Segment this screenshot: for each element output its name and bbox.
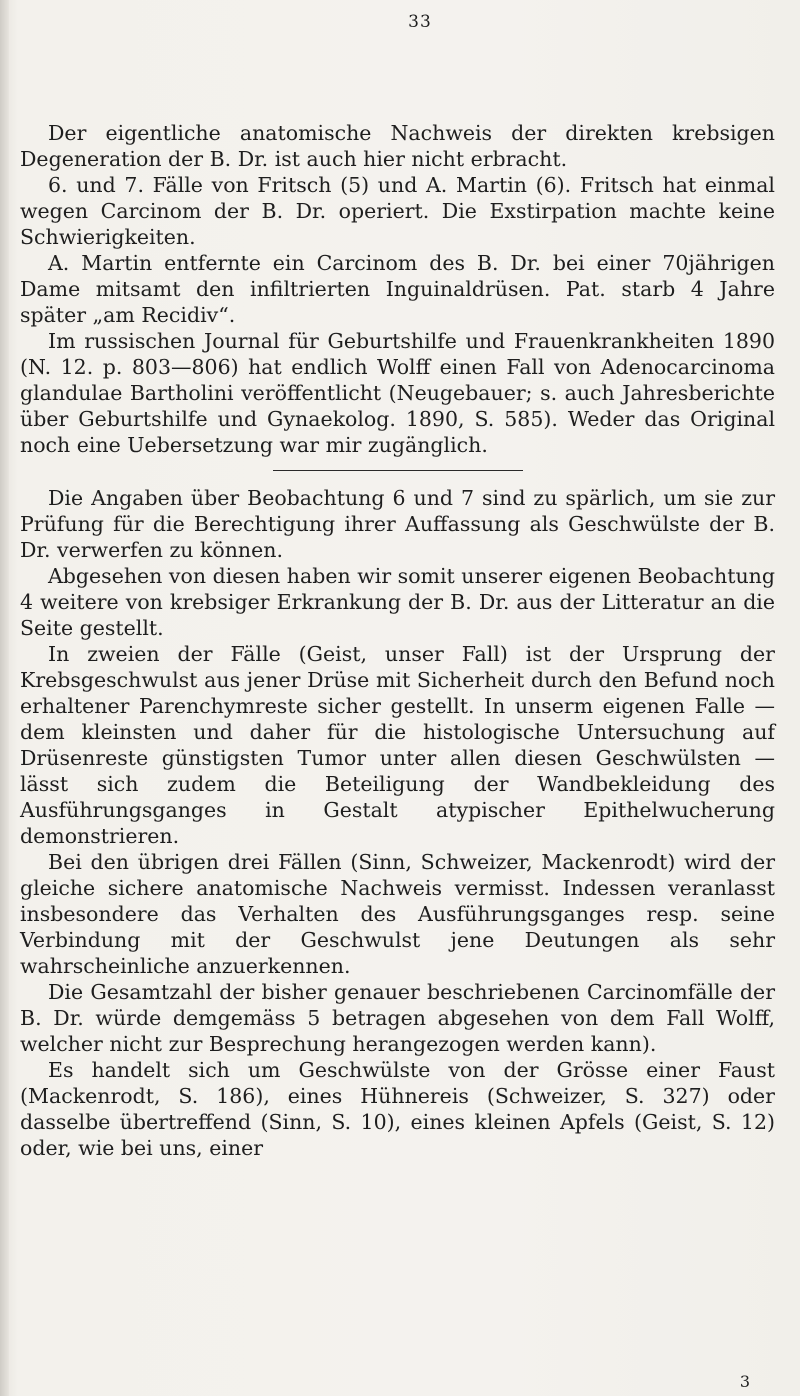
body-text [20,120,775,1161]
paragraph: Abgesehen von diesen haben wir somit unserer eigenen Beobachtung 4 weitere von krebsiger Erkrankung der B. Dr. aus der Litteratur an die Seite gestellt. [20,564,775,640]
paragraph: A. Martin entfernte ein Carcinom des B. Dr. bei einer 70jährigen Dame mitsamt den infiltrierten Inguinaldrüsen. Pat. starb 4 Jahre später „am Recidiv“. [20,251,775,327]
paragraph: 6. und 7. Fälle von Fritsch (5) und A. Martin (6). Fritsch hat einmal wegen Carcinom der B. Dr. operiert. Die Exstirpation machte keine Schwierigkeiten. [20,173,775,249]
paragraph: Im russischen Journal für Geburtshilfe und Frauenkrankheiten 1890 (N. 12. p. 803—806) hat endlich Wolff einen Fall von Adenocarcinoma glandulae Bartholini veröffentlicht (Neugebauer; s. auch Jahresberichte über Geburtshilfe und Gynaekolog. 1890, S. 585). Weder das Original noch eine Uebersetzung war mir zugänglich. [20,329,775,457]
section-divider [273,470,523,471]
paragraph: Der eigentliche anatomische Nachweis der direkten krebsigen Degeneration der B. Dr. ist auch hier nicht erbracht. [20,121,775,171]
paragraph: Bei den übrigen drei Fällen (Sinn, Schweizer, Mackenrodt) wird der gleiche sichere anatomische Nachweis vermisst. Indessen veranlasst insbesondere das Verhalten des Ausführungsganges resp. seine Verbindung mit der Geschwulst jene Deutungen als sehr wahrscheinliche anzuerkennen. [20,850,775,978]
page-number: 33 [408,12,432,32]
paragraph: Die Angaben über Beobachtung 6 und 7 sind zu spärlich, um sie zur Prüfung für die Berechtigung ihrer Auffassung als Geschwülste der B. Dr. verwerfen zu können. [20,486,775,562]
page-binding-edge [0,0,9,1396]
paragraph: Es handelt sich um Geschwülste von der Grösse einer Faust (Mackenrodt, S. 186), eines Hühnereis (Schweizer, S. 327) oder dasselbe übertreffend (Sinn, S. 10), eines kleinen Apfels (Geist, S. 12) oder, wie bei uns, einer [20,1058,775,1160]
signature-mark: 3 [739,1372,750,1391]
paragraph: Die Gesamtzahl der bisher genauer beschriebenen Carcinomfälle der B. Dr. würde demgemäss 5 betragen abgesehen von dem Fall Wolff, welcher nicht zur Besprechung herangezogen werden kann). [20,980,775,1056]
paragraph: In zweien der Fälle (Geist, unser Fall) ist der Ursprung der Krebsgeschwulst aus jener Drüse mit Sicherheit durch den Befund noch erhaltener Parenchymreste sicher gestellt. In unserm eigenen Falle — dem kleinsten und daher für die histologische Untersuchung auf Drüsenreste günstigsten Tumor unter allen diesen Geschwülsten — lässt sich zudem die Beteiligung der Wandbekleidung des Ausführungsganges in Gestalt atypischer Epithelwucherung demonstrieren. [20,642,775,848]
